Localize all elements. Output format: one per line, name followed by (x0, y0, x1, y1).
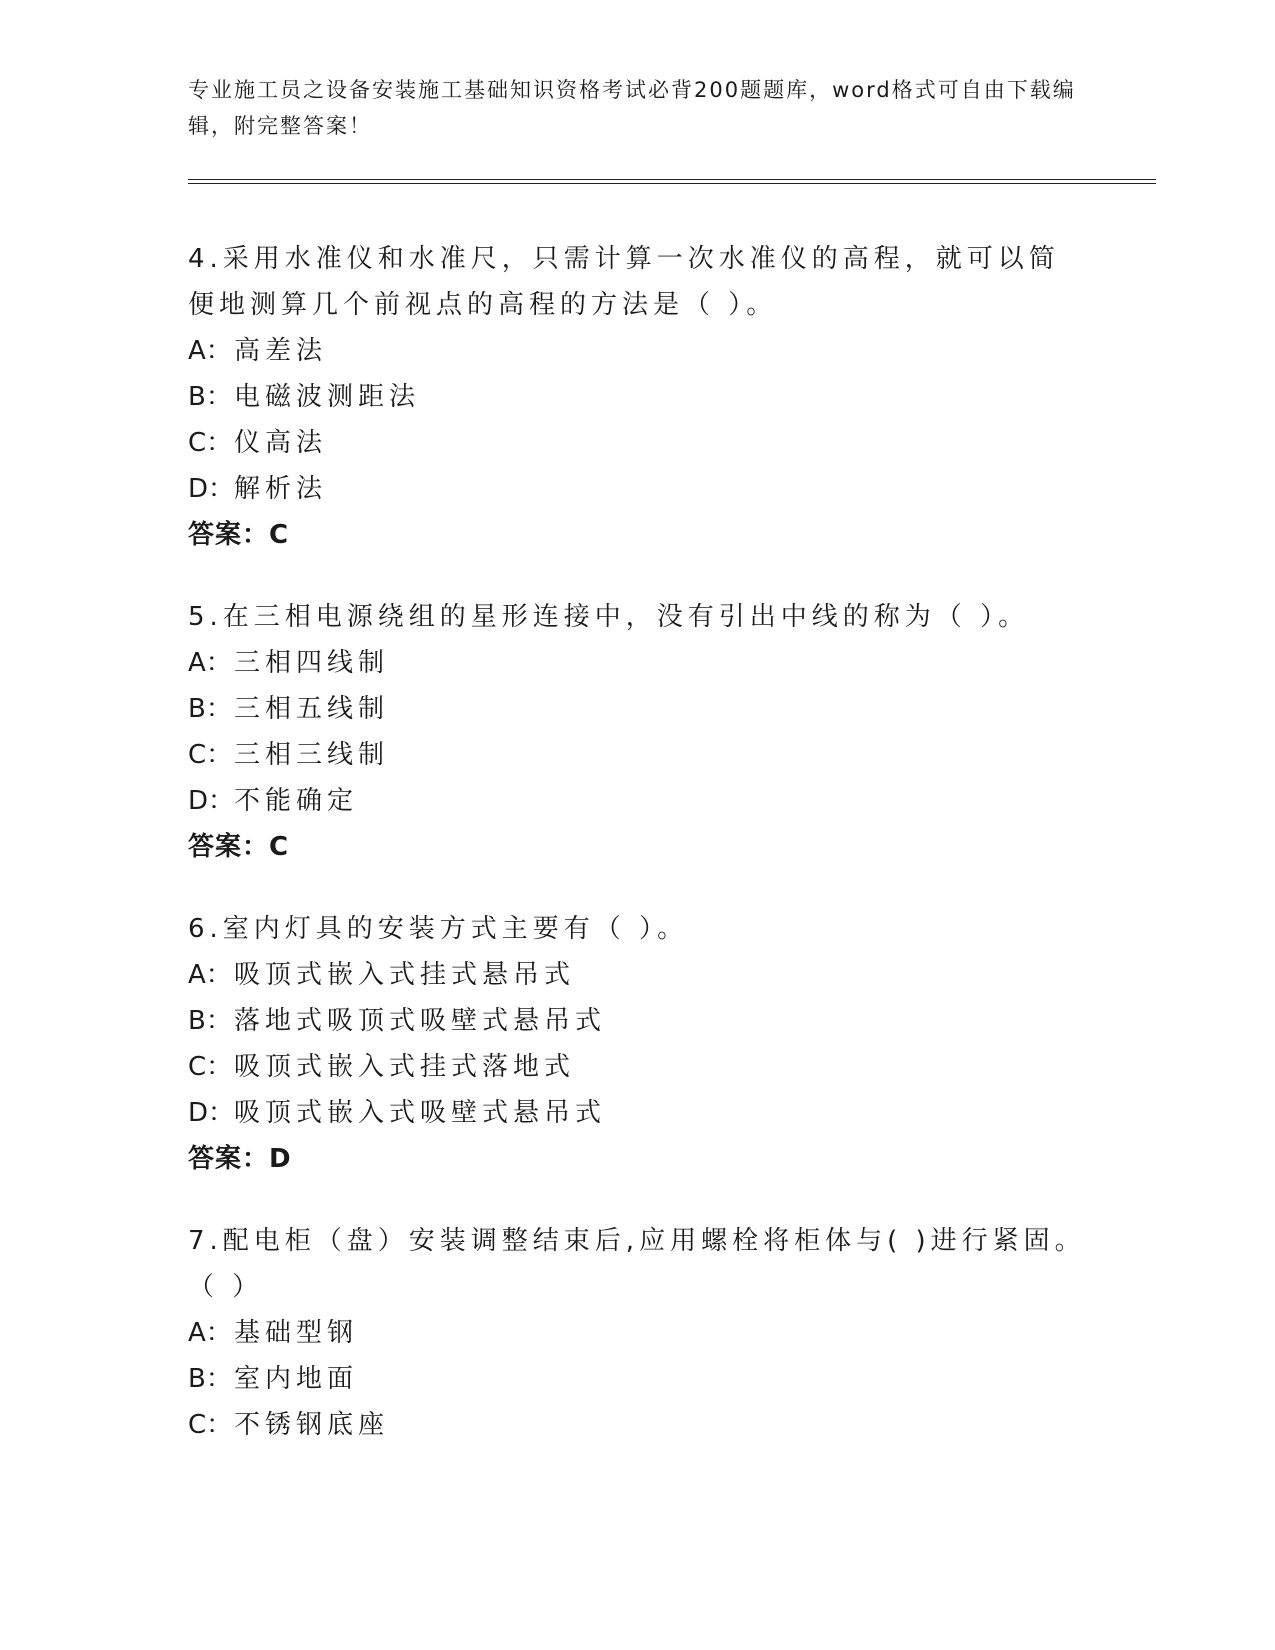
option-d (188, 466, 1088, 512)
option-letter: C： (188, 1410, 233, 1440)
option-text: 解析法 (234, 474, 328, 504)
option-letter: B： (188, 694, 232, 724)
question-item (188, 1218, 1088, 1448)
option-letter: C： (188, 740, 233, 770)
question-stem: 4.采用水准仪和水准尺，只需计算一次水准仪的高程，就可以简便地测算几个前视点的高程的方法是（ ）。 (188, 244, 1060, 320)
document-header: 专业施工员之设备安装施工基础知识资格考试必背200题题库，word格式可自由下载编辑，附完整答案！ (188, 78, 1076, 138)
option-letter: D： (188, 786, 235, 816)
option-text: 吸顶式嵌入式挂式悬吊式 (234, 960, 576, 990)
option-letter: C： (188, 1052, 233, 1082)
header-rule-top (188, 179, 1156, 180)
option-text: 仪高法 (234, 428, 328, 458)
option-d (188, 1090, 1088, 1136)
answer-line: 答案：C (188, 520, 290, 550)
option-text: 吸顶式嵌入式吸壁式悬吊式 (234, 1098, 607, 1128)
question-stem: 5.在三相电源绕组的星形连接中，没有引出中线的称为（ ）。 (188, 602, 1030, 632)
option-text: 电磁波测距法 (234, 382, 421, 412)
answer-line: 答案：D (188, 1144, 292, 1174)
option-letter: A： (188, 960, 232, 990)
option-letter: B： (188, 1364, 232, 1394)
option-text: 三相四线制 (234, 648, 390, 678)
question-list (188, 236, 1088, 1484)
option-b (188, 1356, 1088, 1402)
question-stem: 6.室内灯具的安装方式主要有（ ）。 (188, 914, 689, 944)
option-text: 高差法 (234, 336, 328, 366)
answer-line: 答案：C (188, 832, 290, 862)
option-b (188, 374, 1088, 420)
option-text: 吸顶式嵌入式挂式落地式 (234, 1052, 576, 1082)
option-letter: D： (188, 1098, 235, 1128)
option-a (188, 952, 1088, 998)
question-item (188, 236, 1088, 558)
option-text: 不能确定 (234, 786, 359, 816)
option-letter: A： (188, 1318, 232, 1348)
option-text: 室内地面 (234, 1364, 359, 1394)
option-c (188, 732, 1088, 778)
option-a (188, 1310, 1088, 1356)
option-text: 不锈钢底座 (234, 1410, 390, 1440)
option-letter: C： (188, 428, 233, 458)
header-rule-bottom (188, 183, 1156, 184)
option-text: 落地式吸顶式吸壁式悬吊式 (234, 1006, 607, 1036)
option-letter: B： (188, 1006, 232, 1036)
option-letter: B： (188, 382, 232, 412)
option-text: 三相三线制 (234, 740, 390, 770)
question-item (188, 906, 1088, 1182)
option-letter: A： (188, 648, 232, 678)
option-text: 三相五线制 (234, 694, 390, 724)
option-b (188, 686, 1088, 732)
question-item (188, 594, 1088, 870)
question-stem: 7.配电柜（盘）安装调整结束后,应用螺栓将柜体与( )进行紧固。（ ） (188, 1226, 1086, 1302)
option-c (188, 1402, 1088, 1448)
option-c (188, 420, 1088, 466)
option-text: 基础型钢 (234, 1318, 359, 1348)
option-d (188, 778, 1088, 824)
option-a (188, 328, 1088, 374)
option-a (188, 640, 1088, 686)
option-letter: A： (188, 336, 232, 366)
option-c (188, 1044, 1088, 1090)
option-b (188, 998, 1088, 1044)
option-letter: D： (188, 474, 235, 504)
